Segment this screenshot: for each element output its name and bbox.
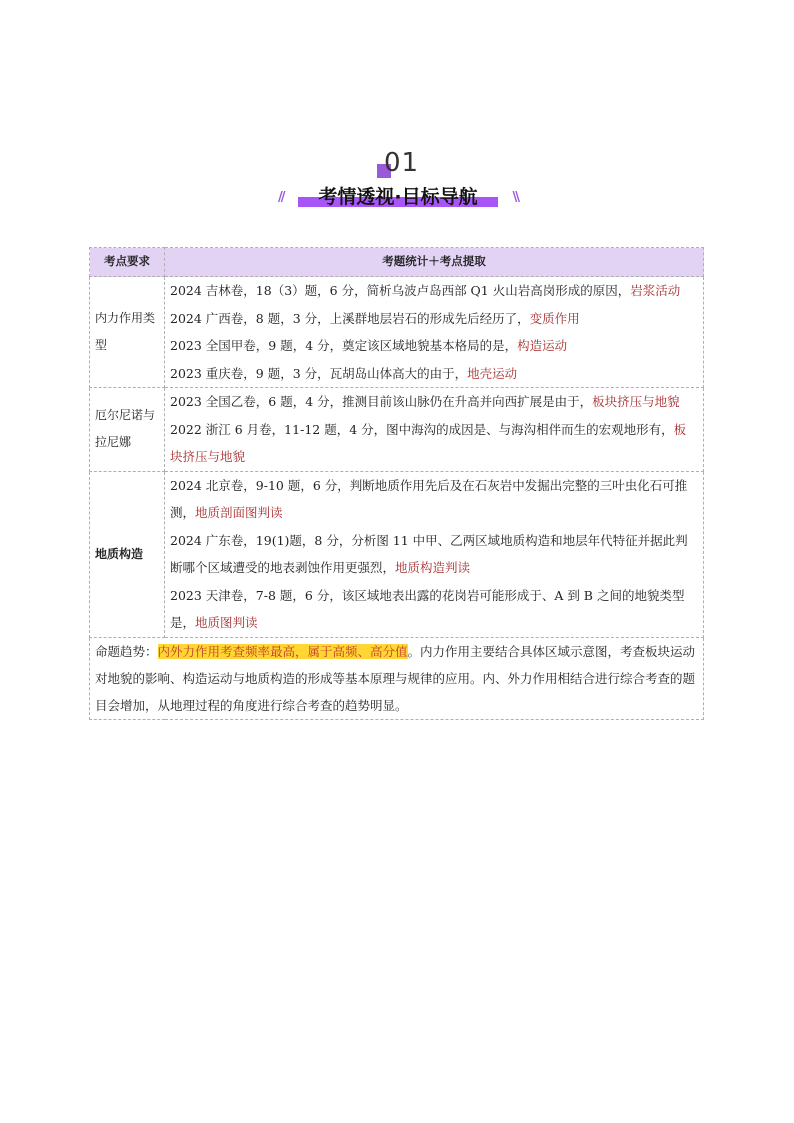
table-row [90,277,704,388]
entries-cell [165,388,704,472]
entry-text: 2024 北京卷，9-10 题，6 分，判断地质作用先后及在石灰岩中发掘出完整的三叶虫化石可推测， [170,477,688,520]
section-header [0,148,794,218]
entry-text: 2023 重庆卷，9 题，3 分，瓦胡岛山体高大的由于， [170,365,468,381]
trend-label: 命题趋势： [95,643,158,659]
trend-highlight: 内外力作用考查频率最高，属于高频、高分值 [157,643,408,659]
entry-text: 2023 全国乙卷，6 题，4 分，推测目前该山脉仍在升高并向西扩展是由于， [170,394,593,409]
slash-decoration-right: \\ [512,190,518,205]
entry-answer: 岩浆活动 [630,283,681,298]
category-cell: 厄尔尼诺与拉尼娜 [90,388,165,472]
entry-line [170,472,698,527]
entry-line [170,360,698,388]
category-cell: 内力作用类型 [90,277,165,388]
entry-line [170,527,698,582]
entry-text: 2022 浙江 6 月卷，11-12 题，4 分，图中海沟的成因是、与海沟相伴而生的宏观地形有， [170,421,674,437]
entry-line [170,277,698,305]
trend-text: 。内力作用主要结合具体区域示意图，考查板块运动对地貌的影响、构造运动与地质构造的形成等基本原理与规律的应用。内、外力作用相结合进行综合考查的题目会增加，从地理过程的角度进行综合考查的趋势明显。 [95,643,696,713]
entry-answer: 地壳运动 [467,365,518,381]
entry-text: 2024 广西卷，8 题，3 分，上溪群地层岩石的形成先后经历了， [170,310,530,326]
section-title: 考情透视·目标导航 [318,186,478,208]
column-header-statistics: 考题统计＋考点提取 [165,248,704,277]
entry-line [170,305,698,333]
entry-answer: 地质图判读 [195,615,258,630]
entry-text: 2023 天津卷，7-8 题，6 分，该区域地表出露的花岗岩可能形成于、A 到 B 之间的地貌类型是， [170,587,685,630]
column-header-requirement: 考点要求 [90,248,165,277]
entry-answer: 构造运动 [517,338,568,353]
entry-answer: 变质作用 [529,310,580,326]
category-cell: 地质构造 [90,471,165,637]
entry-line [170,416,698,471]
entries-cell [165,471,704,637]
entry-line [170,388,698,416]
section-number [376,148,426,180]
entry-answer: 板块挤压与地貌 [592,394,680,409]
entry-text: 2024 广东卷，19(1)题，8 分，分析图 11 中甲、乙两区域地质构造和地层年代特征并据此判断哪个区域遭受的地表剥蚀作用更强烈， [170,532,688,575]
entry-line [170,582,698,637]
table-row [90,471,704,637]
entries-cell [165,277,704,388]
exam-analysis-table [89,247,704,720]
section-title-banner [276,184,520,214]
slash-decoration-left: // [278,190,284,205]
trend-row [90,637,704,719]
table-row [90,388,704,472]
entry-text: 2024 吉林卷，18（3）题，6 分，简析乌波卢岛西部 Q1 火山岩高岗形成的原因， [170,283,631,298]
entry-text: 2023 全国甲卷，9 题，4 分，奠定该区域地貌基本格局的是， [170,338,518,353]
section-number-text: 01 [384,148,420,178]
entry-line [170,332,698,360]
entry-answer: 地质构造判读 [395,560,471,575]
trend-cell [90,637,704,719]
entry-answer: 板块挤压与地貌 [170,421,687,464]
table-header-row [90,248,704,277]
entry-answer: 地质剖面图判读 [195,505,283,520]
